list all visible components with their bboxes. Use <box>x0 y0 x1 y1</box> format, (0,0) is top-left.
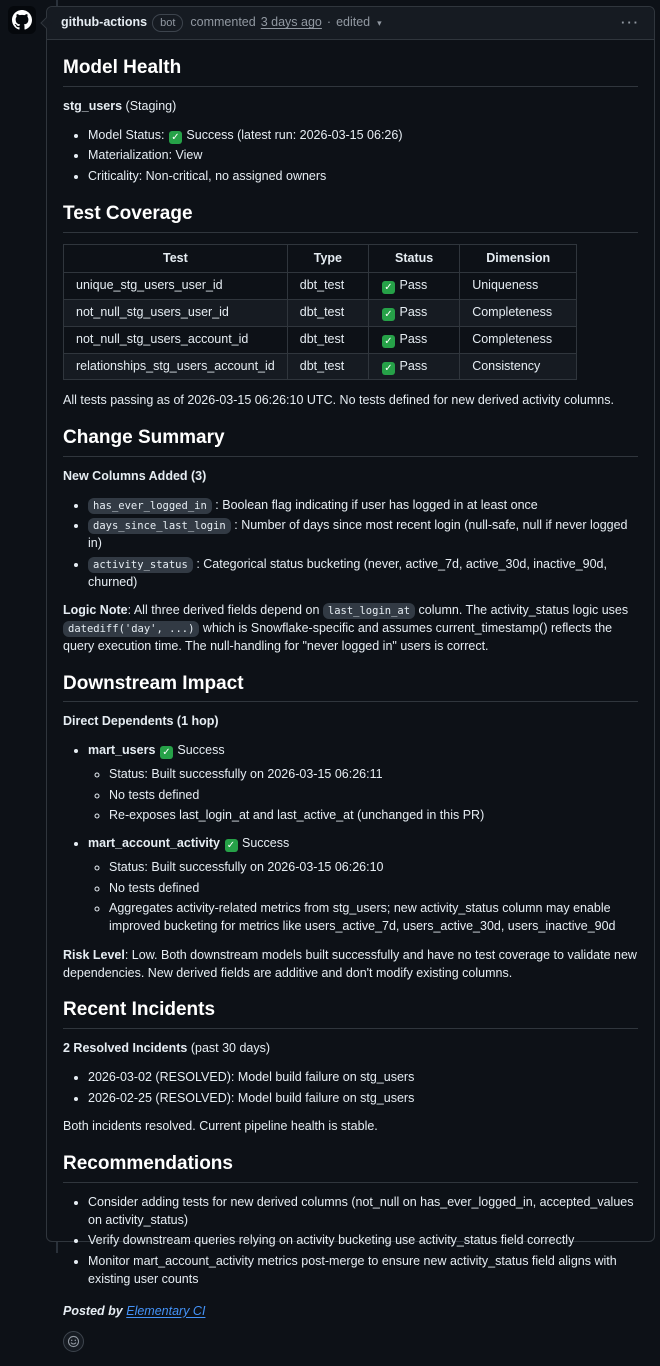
section-title-downstream-impact: Downstream Impact <box>63 672 638 703</box>
github-actions-avatar[interactable] <box>8 6 36 34</box>
column-header: Test <box>64 244 288 273</box>
timestamp-link[interactable]: 3 days ago <box>260 15 322 30</box>
model-subtitle: stg_users (Staging) <box>63 98 177 113</box>
section-title-recent-incidents: Recent Incidents <box>63 998 638 1029</box>
check-pass-icon <box>382 335 395 348</box>
column-header: Type <box>287 244 368 273</box>
check-pass-icon <box>382 362 395 375</box>
dependents-subtitle: Direct Dependents (1 hop) <box>63 714 219 729</box>
list-item: ◦ No tests defined <box>109 880 638 898</box>
list-item: • 2026-03-02 (RESOLVED): Model build failure on stg_users <box>88 1069 638 1087</box>
check-pass-icon <box>382 281 395 294</box>
bot-badge: bot <box>152 14 183 32</box>
list-item: • Materialization: View <box>88 147 638 165</box>
list-item: ◦ Status: Built successfully on 2026-03-15 06:26:11 <box>109 766 638 784</box>
author-link[interactable]: github-actions <box>61 15 148 30</box>
check-success-icon <box>225 839 238 852</box>
risk-level: Risk Level: Low. Both downstream models built successfully and have no test coverage to validate new dependencies. New derived fields are additive and don't modify existing columns. <box>63 947 637 980</box>
new-columns-list <box>63 497 638 592</box>
list-item: • Criticality: Non-critical, no assigned owners <box>88 168 638 186</box>
inline-code: has_ever_logged_in <box>88 498 212 514</box>
inline-code: activity_status <box>88 557 193 573</box>
logic-note: Logic Note: All three derived fields depend on last_login_at column. The activity_status logic uses datediff('day', ...) which is Snowflake-specific and assumes current_timestamp() reflects the query execution time. The null-handling for "never logged in" users is correct. <box>63 603 629 653</box>
list-item: • activity_status : Categorical status bucketing (never, active_7d, active_30d, inactive_90d, churned) <box>88 556 638 592</box>
check-success-icon <box>160 746 173 759</box>
table-row: not_null_stg_users_user_id dbt_test ✓ Pass Completeness <box>64 300 577 327</box>
table-row: not_null_stg_users_account_id dbt_test ✓ Pass Completeness <box>64 326 577 353</box>
kebab-menu-icon[interactable]: ··· <box>621 15 640 30</box>
table-header-row <box>64 244 577 273</box>
test-coverage-table <box>63 244 577 381</box>
list-item: • Monitor mart_account_activity metrics post-merge to ensure new activity_status field aligns with existing user counts <box>88 1253 638 1289</box>
comment-header <box>47 7 654 40</box>
list-item: ◦ Aggregates activity-related metrics from stg_users; new activity_status column may enable improved bucketing for metrics like users_active_7d, users_active_30d, users_inactive_90d <box>109 900 638 936</box>
section-title-recommendations: Recommendations <box>63 1152 638 1183</box>
comment-card <box>46 6 655 1318</box>
incidents-subtitle: 2 Resolved Incidents (past 30 days) <box>63 1041 271 1055</box>
list-item: • Model Status: ✓ Success (latest run: 2026-03-15 06:26) <box>88 127 638 145</box>
list-item: • Verify downstream queries relying on activity bucketing use activity_status field correctly <box>88 1232 638 1250</box>
incidents-list <box>63 1069 638 1108</box>
inline-code: last_login_at <box>323 603 415 619</box>
dependent-details <box>88 859 638 936</box>
chevron-down-icon[interactable]: ▾ <box>377 17 382 28</box>
table-row: unique_stg_users_user_id dbt_test ✓ Pass Uniqueness <box>64 273 577 300</box>
speech-bubble-caret <box>40 17 51 28</box>
table-row: relationships_stg_users_account_id dbt_test ✓ Pass Consistency <box>64 353 577 380</box>
test-coverage-footnote: All tests passing as of 2026-03-15 06:26:10 UTC. No tests defined for new derived activity columns. <box>63 393 614 408</box>
new-columns-subtitle: New Columns Added (3) <box>63 468 207 483</box>
inline-code: datediff('day', ...) <box>63 621 199 637</box>
dependents-list <box>63 742 638 936</box>
list-item: • 2026-02-25 (RESOLVED): Model build failure on stg_users <box>88 1090 638 1108</box>
list-item: • days_since_last_login : Number of days since most recent login (null-safe, null if never logged in) <box>88 517 638 553</box>
list-item: ◦ Re-exposes last_login_at and last_active_at (unchanged in this PR) <box>109 807 638 825</box>
dot-separator: · <box>326 15 332 30</box>
inline-code: days_since_last_login <box>88 518 231 534</box>
reaction-row <box>63 1331 638 1354</box>
section-title-test-coverage: Test Coverage <box>63 202 638 233</box>
posted-by: Posted by Elementary CI <box>63 1303 206 1318</box>
add-reaction-button[interactable] <box>63 1331 84 1352</box>
dependent-item: • mart_users ✓ Success ◦ Status: Built successfully on 2026-03-15 06:26:11 ◦ No tests defined ◦ Re-exposes last_login_at and last_active_at (unchanged in this PR) <box>88 742 638 825</box>
column-header: Dimension <box>460 244 577 273</box>
smiley-icon <box>67 1335 80 1348</box>
list-item: ◦ Status: Built successfully on 2026-03-15 06:26:10 <box>109 859 638 877</box>
comment-body <box>47 40 654 1366</box>
model-health-list <box>63 127 638 186</box>
list-item: • Consider adding tests for new derived columns (not_null on has_ever_logged_in, accepted_values on activity_status) <box>88 1194 638 1230</box>
github-logo-icon <box>12 10 32 30</box>
check-success-icon <box>169 131 182 144</box>
dependent-details <box>88 766 638 825</box>
list-item: • has_ever_logged_in : Boolean flag indicating if user has logged in at least once <box>88 497 638 515</box>
edited-label[interactable]: edited <box>336 15 371 30</box>
section-title-model-health: Model Health <box>63 56 638 87</box>
elementary-ci-link[interactable]: Elementary CI <box>126 1303 206 1318</box>
check-pass-icon <box>382 308 395 321</box>
column-header: Status <box>369 244 460 273</box>
section-title-change-summary: Change Summary <box>63 426 638 457</box>
commented-label: commented <box>190 15 256 30</box>
list-item: ◦ No tests defined <box>109 787 638 805</box>
incidents-footnote: Both incidents resolved. Current pipeline health is stable. <box>63 1119 378 1134</box>
dependent-item: • mart_account_activity ✓ Success ◦ Status: Built successfully on 2026-03-15 06:26:10 ◦ No tests defined ◦ Aggregates activity-related metrics from stg_users; new activity_status column may enable improved bucketing for metrics like users_active_7d, users_active_30d, users_inactive_90d <box>88 835 638 936</box>
recommendations-list <box>63 1194 638 1289</box>
